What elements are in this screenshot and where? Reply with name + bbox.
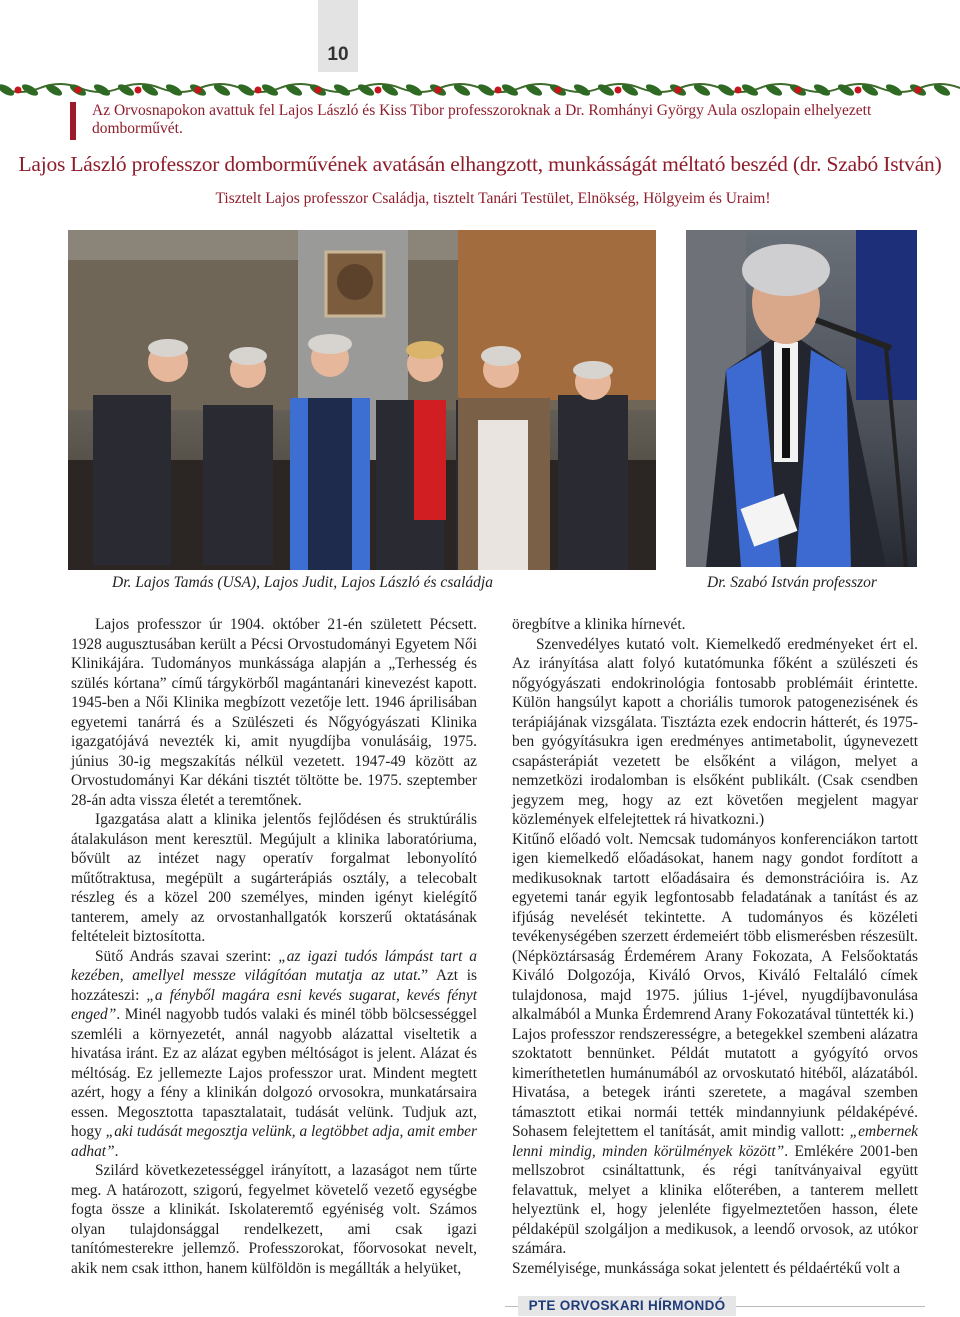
caption-accent-bar — [70, 102, 76, 140]
paragraph-3 — [71, 947, 477, 1162]
paragraph-1: Lajos professzor úr 1904. október 21-én született Pécsett. 1928 augusztusában került a Pécsi Orvostudományi Egyetem Női Klinikájára. Tudományos munkássága alapján a „Terhesség és szülés kórtana” című tárgykörből magántanári kinevezést kapott. 1945-ben a Női Klinika megbízott vezetője lett. 1946 áprilisában egyetemi tanárrá és a Szülészeti és Nőgyógyászati Klinika igazgatójává nevezték ki, amit nyugdíjba vonulásáig, 1975. június 30-ig megszakítás nélkül vezetett. 1947-49 között az Orvostudományi Kar dékáni tisztét töltötte be. 1975. szeptember 28-án adta vissza életét a teremtőnek. — [71, 616, 477, 809]
paragraph-3-text-d: . — [114, 1142, 119, 1160]
paragraph-8 — [512, 1025, 918, 1259]
group-photo-caption: Dr. Lajos Tamás (USA), Lajos Judit, Lajos László és családja — [112, 574, 493, 591]
article-title: Lajos László professzor domborművének avatásán elhangzott, munkásságát méltató beszéd (dr. Szabó István) — [18, 152, 942, 176]
portrait-photo-caption: Dr. Szabó István professzor — [707, 574, 877, 591]
paragraph-8-text-a: Lajos professzor rendszerességre, a betegekkel szembeni alázatra szoktatott bennünket. Példát mutatott a gyógyító orvos kimeríthetetlen humánumából az orvoskutató hitéből, alázatából. Hivatása, a betegek iránti szeretete, a magával szemben támasztott etikai normái tették mindannyiunk példaképévé. Sohasem felejtettem el tanítását, amit mindig vallott: — [512, 1025, 918, 1140]
publication-name: PTE ORVOSKARI HÍRMONDÓ — [518, 1296, 736, 1316]
page-number: 10 — [327, 44, 349, 65]
quote-suto-1: „az igazi tudós lámpást tart a kezében, amellyel messze világítóan mutatja az utat. — [71, 947, 477, 984]
group-photo — [68, 230, 656, 570]
holly-garland-decoration — [0, 70, 960, 104]
paragraph-7: Kitűnő előadó volt. Nemcsak tudományos konferenciákon tartott igen kiemelkedő előadásokat, hanem nagy gondot fordított a medikusoknak tartott előadásaira és demonstrációira is. Az egyetemi tanár egyik legfontosabb feladatának a tanítást és az ifjúság nevelését tekintette. A tudományos és közéleti tevékenységében szerzett érdemeiért több elismerésben részesült. (Népköztársaság Érdemérem Arany Fokozata, A Felsőoktatás Kiváló Dolgozója, Kiváló Orvos, Kiváló Feltaláló címek tulajdonosa, majd 1975. július 1-jével, nyugdíjbavonulása alkalmából a Munka Érdemrend Arany Fokozatával tüntették ki.) — [512, 830, 918, 1023]
paragraph-3-text-b: ” Azt is hozzáteszi: — [71, 967, 477, 1004]
paragraph-5: öregbítve a klinika hírnevét. — [512, 616, 686, 633]
article-right-column — [512, 615, 918, 1278]
paragraph-8-text-b: . Emlékére 2001-ben mellszobrot csináltattunk, és régi tanítványaival együtt felavattuk, melyet a klinika előterében, a tanterem mellett helyeztünk el, hogy jelenléte figyelmeztetően hasson, élete példaképül szolgáljon a medikusok, a leendő orvosok, az utókor számára. — [512, 1142, 918, 1257]
quote-sharing: „aki tudását megosztja velünk, a legtöbbet adja, amit ember adhat” — [71, 1123, 477, 1160]
paragraph-3-text-a: Sütő András szavai szerint: — [95, 947, 279, 965]
paragraph-4: Szilárd következetességgel irányított, a lazaságot nem tűrte meg. A határozott, szigorú, fegyelmet követelő vezető egységbe fogta össze a klinikát. Iskolateremtő egyéniség volt. Számos olyan tulajdonsággal rendelkezett, ami csak igazi tanítómesterekre jellemző. Professzorokat, főorvosokat nevelt, akik nem csak itthon, hanem külföldön is megállták a helyüket, — [71, 1162, 477, 1277]
article-left-column — [71, 615, 477, 1278]
intro-caption: Az Orvosnapokon avattuk fel Lajos László és Kiss Tibor professzoroknak a Dr. Romhányi György Aula oszlopain elhelyezett domborművét. — [92, 102, 872, 137]
salutation: Tisztelt Lajos professzor Családja, tisztelt Tanári Testület, Elnökség, Hölgyeim és Uraim! — [215, 190, 771, 207]
portrait-photo — [686, 230, 917, 567]
quote-suto-2: „a fényből magára esni kevés sugarat, kevés fényt enged” — [71, 986, 478, 1023]
paragraph-3-text-c: . Minél nagyobb tudós valaki és minél több bölcsességgel szemléli a környezetét, annál nagyobb alázattal viseltetik a hivatása iránt. Ez az alázat egyben méltóságot is jelent. Alázat és méltóság. Ez jellemezte Lajos professzor urat. Mindent megtett azért, hogy a fény a klinikán dolgozó orvosokra, munkatársaira essen. Megosztotta tapasztalatait, tudását velünk. Tudjuk azt, hogy — [71, 1006, 477, 1140]
paragraph-6: Szenvedélyes kutató volt. Kiemelkedő eredményeket ért el. Az irányítása alatt folyó kutatómunka főként a szülészeti és nőgyógyászati endokrinológia fontosabb problémáit érintette. Külön hangsúlyt kapott a choriális tumorok patogenezisének és terápiájának vizsgálata. Tisztázta ezek endocrin hátterét, és 1975-ben gyógyításukra igen eredményes antimetabolit, úgynevezett csapásterápiát vezetett be elsőként a világon, melyet a nemzetközi irodalomban is elsőként publikált. (Csak csendben jegyzem meg, hogy az ezt követően megjelent magyar közlemények elfelejtettek rá hivatkozni.) — [512, 635, 918, 828]
paragraph-2: Igazgatása alatt a klinika jelentős fejlődésen és struktúrális átalakuláson ment keresztül. Megújult a klinika laboratóriuma, bővült az intézet nagy operatív forgalmat lebonyolító műtőtraktusa, megépült a sugárterápiás osztály, a telecobalt részleg és a közel 200 személyes, minden igényt kielégítő tanterem, amely az orvostanhallgatók korszerű oktatásának feltételeit biztosította. — [71, 811, 477, 945]
paragraph-9: Személyisége, munkássága sokat jelentett és példaértékű volt a — [512, 1259, 901, 1277]
quote-motto: „embernek lenni mindig, minden körülmények között” — [512, 1123, 918, 1160]
